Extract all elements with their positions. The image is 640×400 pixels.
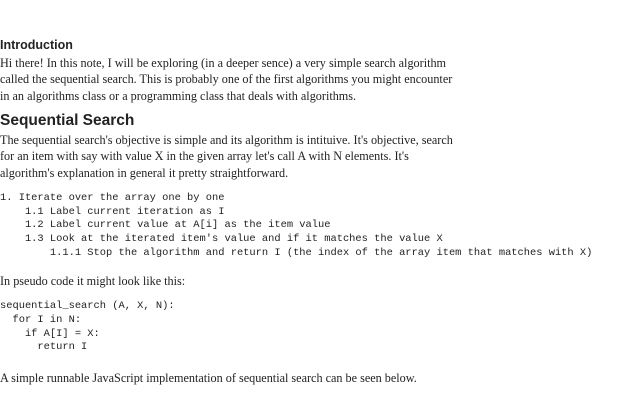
paragraph-line: The sequential search's objective is simple and its algorithm is intituive. It's objective, search [0,133,453,147]
code-line: 1. Iterate over the array one by one [0,192,225,204]
code-line: 1.3 Look at the iterated item's value and if it matches the value X [0,233,443,246]
code-line: if A[I] = X: [0,327,100,340]
paragraph-line: In pseudo code it might look like this: [0,274,186,288]
code-line: for I in N: [0,313,82,326]
paragraph-line: Hi there! In this note, I will be exploring (in a deeper sence) a very simple search algorithm [0,56,447,70]
paragraph-line: called the sequential search. This is probably one of the first algorithms you might encounter [0,72,453,87]
pseudo-code-block [0,300,175,355]
introduction-paragraph [0,55,452,104]
paragraph-line: A simple runnable JavaScript implementation of sequential search can be seen below. [0,371,417,385]
code-line: return I [0,341,88,354]
sequential-search-heading: Sequential Search [0,112,135,129]
algorithm-steps-code-block [0,192,592,261]
code-line: 1.1 Label current iteration as I [0,205,225,218]
pseudo-code-intro [0,273,185,289]
code-line: 1.2 Label current value at A[i] as the item value [0,219,331,232]
sequential-search-paragraph [0,132,453,181]
introduction-heading: Introduction [0,38,73,52]
closing-paragraph [0,370,417,386]
code-line: 1.1.1 Stop the algorithm and return I (the index of the array item that matches with X) [0,246,593,259]
paragraph-line: algorithm's explanation in general it pretty straightforward. [0,165,289,180]
paragraph-line: for an item with say with value X in the given array let's call A with N elements. It's [0,149,409,164]
code-line: sequential_search (A, X, N): [0,300,175,312]
paragraph-line: in an algorithms class or a programming class that deals with algorithms. [0,88,357,103]
